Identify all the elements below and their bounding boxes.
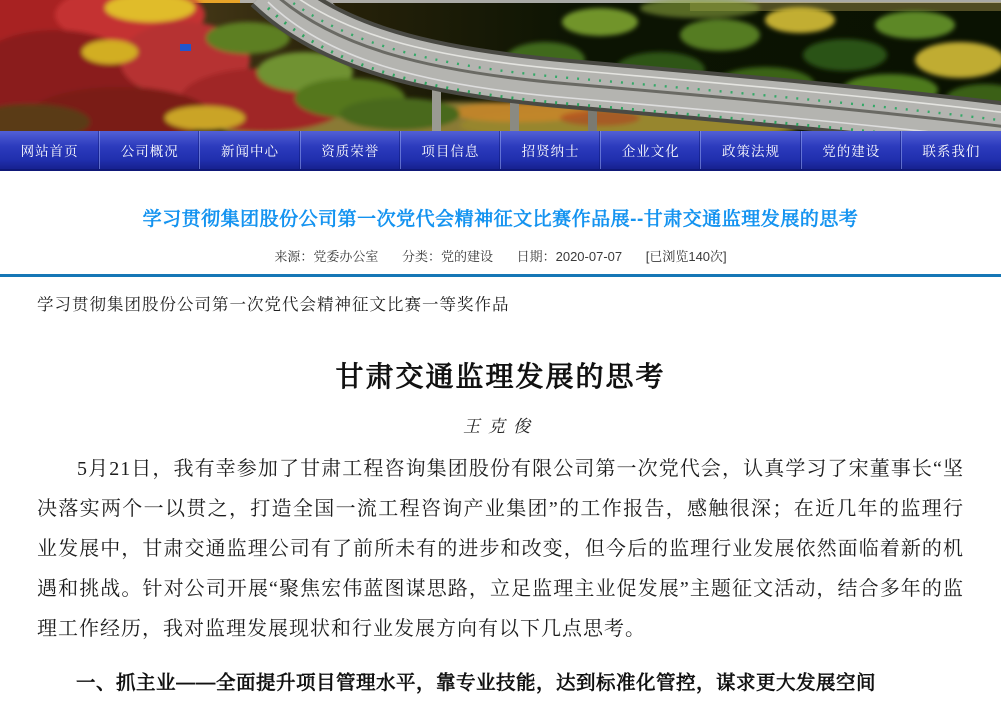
nav-item-contact[interactable]: 联系我们: [922, 144, 981, 159]
award-line: 学习贯彻集团股份公司第一次党代会精神征文比赛一等奖作品: [37, 296, 510, 314]
meta-category: 分类：党的建设: [401, 249, 493, 264]
highway-autumn-photo: [0, 0, 1001, 131]
article-heading: 甘肃交通监理发展的思考: [335, 362, 666, 393]
meta-views: [已浏览140次]: [645, 249, 727, 264]
nav-item-careers[interactable]: 招贤纳士: [501, 131, 601, 169]
main-nav: [0, 131, 1001, 171]
meta-date: 日期：2020-07-07: [516, 249, 623, 264]
nav-item-home[interactable]: 网站首页: [0, 131, 100, 169]
article-meta: [0, 246, 1001, 265]
nav-item-policy[interactable]: 政策法规: [701, 131, 801, 169]
nav-item-news[interactable]: 新闻中心: [200, 131, 300, 169]
nav-item-honors[interactable]: 资质荣誉: [301, 131, 401, 169]
meta-source: 来源：党委办公室: [274, 249, 379, 264]
nav-item-company[interactable]: 公司概况: [100, 131, 200, 169]
section-heading: 一、抓主业——全面提升项目管理水平，靠专业技能，达到标准化管控，谋求更大发展空间: [76, 672, 877, 694]
body-paragraph: 5月21日，我有幸参加了甘肃工程咨询集团股份有限公司第一次党代会，认真学习了宋董事长“坚决落实两个一以贯之，打造全国一流工程咨询产业集团”的工作报告，感触很深；在近几年的监理行业发展中，甘肃交通监理公司有了前所未有的进步和改变，但今后的监理行业发展依然面临着新的机遇和挑战。针对公司开展“聚焦宏伟蓝图谋思路，立足监理主业促发展”主题征文活动，结合多年的监理工作经历，我对监理发展现状和行业发展方向有以下几点思考。: [37, 458, 964, 640]
author-name: 王克俊: [463, 417, 538, 436]
nav-item-projects[interactable]: 项目信息: [401, 131, 501, 169]
article-content: [0, 277, 1001, 703]
article-title: 学习贯彻集团股份公司第一次党代会精神征文比赛作品展--甘肃交通监理发展的思考: [142, 209, 859, 230]
banner-image: [0, 0, 1001, 131]
nav-item-culture[interactable]: 企业文化: [601, 131, 701, 169]
nav-item-party[interactable]: 党的建设: [802, 131, 902, 169]
